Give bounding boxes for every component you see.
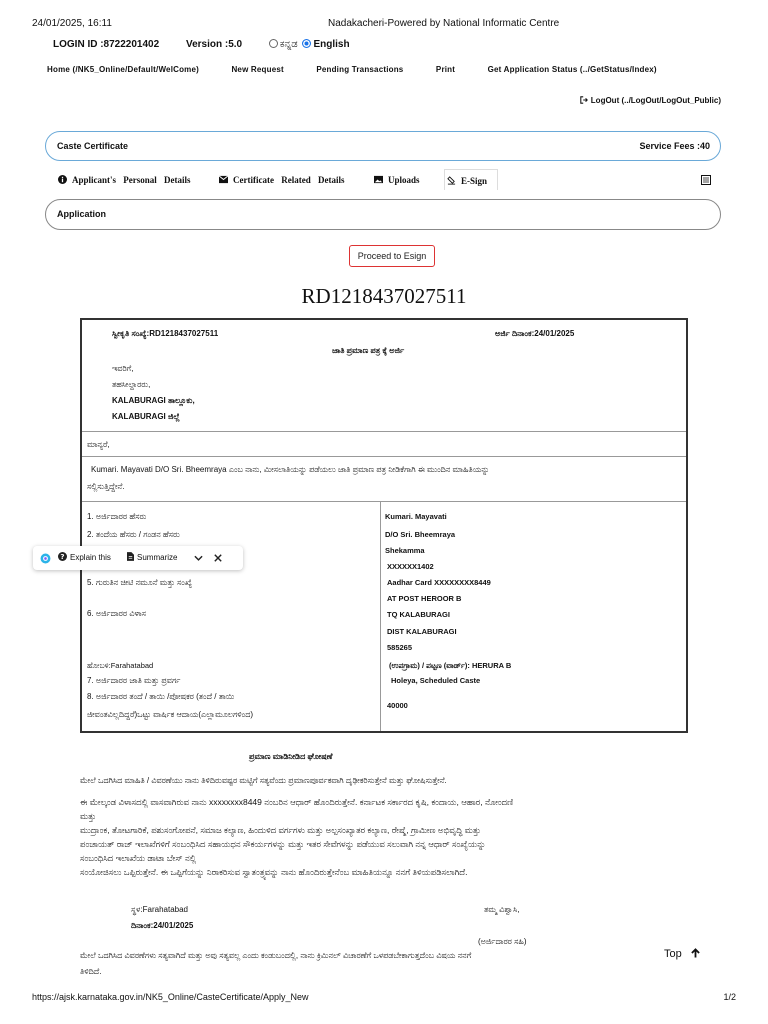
address-line-4: 585265 (387, 643, 413, 652)
arrow-up-icon (691, 948, 700, 958)
address-label: 6. ಅರ್ಜಿದಾರರ ವಿಳಾಸ (87, 609, 146, 618)
envelope-icon (219, 175, 228, 184)
to-line-1: ಇವರಿಗೆ, (112, 364, 134, 373)
explain-label: Explain this (70, 553, 111, 562)
tab-esign-label: E-Sign (461, 176, 488, 186)
summarize-label: Summarize (137, 553, 178, 562)
field-value-2: D/O Sri. Bheemraya (385, 530, 456, 539)
login-id: LOGIN ID :8722201402 (53, 39, 160, 50)
declaration-heading: ಪ್ರಮಾಣ ಮಾಡಿನೀಡಿದ ಘೋಷಣೆ (249, 752, 333, 761)
nav-new-request-link[interactable]: New Request (231, 65, 284, 74)
back-to-top-link[interactable] (664, 948, 700, 960)
language-english-option[interactable] (302, 39, 349, 50)
declaration-para-line: ಮುದ್ರಾಂಕ, ತೋಟಗಾರಿಕೆ, ಪಶುಸಂಗೋಪನೆ, ಸಮಾಜ ಕಲ್ಯಾಣ, ಹಿಂದುಳಿದ ವರ್ಗಗಳು ಮತ್ತು ಅಲ್ಪಸಂಖ್ಯಾತರ ಕಲ್ಯಾಣ, ರೇಷ್ಮೆ, ಗ್ರಾಮೀಣ ಅಭಿವೃದ್ಧಿ ಮತ್ತು (80, 825, 481, 835)
nav-home-link[interactable]: Home (/NK5_Online/Default/WelCome) (47, 65, 200, 74)
version-label: Version :5.0 (185, 39, 243, 50)
question-icon (58, 552, 67, 561)
tab-applicant-details[interactable] (58, 175, 191, 185)
reference-number: RD1218437027511 (301, 284, 467, 308)
proceed-to-esign-button[interactable]: Proceed to Esign (349, 245, 435, 267)
declaration-para-line: ಸಂಯೋಜಿಸಲು ಒಪ್ಪಿರುತ್ತೇನೆ. ಈ ಒಪ್ಪಿಗೆಯನ್ನು ನಿರಾಕರಿಸುವ ಸ್ವಾತಂತ್ರ್ಯವನ್ನು ನಾನು ಹೊಂದಿರುತ್ತೇನೆಂಬ ಮಾಹಿತಿಯನ್ನೂ ನನಗೆ ತಿಳಿಯಪಡಿಸಲಾಗಿದೆ. (80, 867, 468, 877)
tab-certificate-label: Certificate Related Details (233, 175, 345, 185)
login-info-row (53, 39, 350, 50)
logout-icon (580, 96, 588, 104)
lang-kannada-label: ಕನ್ನಡ (279, 39, 298, 50)
declaration-line-1: ಮೇಲೆ ಒದಗಿಸಿದ ಮಾಹಿತಿ / ವಿವರಣೆಯು ನಾನು ತಿಳಿದಿರುವಷ್ಟರ ಮಟ್ಟಿಗೆ ಸತ್ಯವೆಂದು ಪ್ರಮಾಣಪೂರ್ವಕವಾಗಿ ದೃಢೀಕರಿಸುತ್ತೇನೆ ಮತ್ತು ಘೋಷಿಸುತ್ತೇನೆ. (80, 776, 447, 785)
caste-label: 7. ಅರ್ಜಿದಾರರ ಜಾತಿ ಮತ್ತು ಪ್ರವರ್ಗ (87, 676, 181, 685)
ack-number: ಸ್ವೀಕೃತಿ ಸಂಖ್ಯೆ:RD1218437027511 (112, 329, 219, 338)
print-header (32, 18, 736, 30)
signature-icon (447, 176, 456, 185)
declaration-date: ದಿನಾಂಕ:24/01/2025 (131, 921, 194, 930)
footer-url: https://ajsk.karnataka.gov.in/NK5_Online/CasteCertificate/Apply_New (32, 992, 309, 1002)
to-line-2: ತಹಸೀಲ್ದಾರರು, (112, 380, 151, 389)
declaration-final-line-1: ಮೇಲೆ ಒದಗಿಸಿದ ವಿವರಣೆಗಳು ಸತ್ಯವಾಗಿದೆ ಮತ್ತು ಅವು ಸತ್ಯವಲ್ಲ ಎಂದು ಕಂಡುಬಂದಲ್ಲಿ, ನಾನು ಕ್ರಿಮಿನಲ್ ವಿಚಾರಣೆಗೆ ಒಳಪಡಬೇಕಾಗುತ್ತದೆಂಬ ವಿಷಯ ನನಗೆ (80, 951, 472, 960)
language-kannada-option[interactable] (269, 39, 301, 50)
lang-english-label: English (313, 39, 350, 50)
application-document (80, 318, 688, 733)
field-label-5: 5. ಗುರುತಿನ ಚೀಟಿ ನಮೂನೆ ಮತ್ತು ಸಂಖ್ಯೆ (87, 578, 193, 587)
address-line-1: AT POST HEROOR B (387, 594, 462, 603)
field-value-1: Kumari. Mayavati (385, 512, 447, 521)
main-nav (47, 65, 687, 74)
radio-english[interactable] (302, 39, 311, 48)
top-label: Top (664, 948, 682, 960)
info-icon (58, 175, 67, 184)
income-label-2: ಜೀವಂತವಿಲ್ಲದಿದ್ದರೆ)ಒಟ್ಟು ವಾರ್ಷಿಕ ಆದಾಯ(ಎಲ್ಲಾಮೂಲಗಳಿಂದ) (87, 710, 254, 719)
tab-uploads-label: Uploads (388, 175, 420, 185)
tab-uploads[interactable] (374, 175, 420, 185)
image-icon (374, 175, 383, 184)
list-icon[interactable] (701, 175, 711, 185)
declaration-para-line: ಈ ಮೇಲ್ಕಂಡ ವಿಳಾಸದಲ್ಲಿ ವಾಸವಾಗಿರುವ ನಾನು xxxxxxxx8449 ನಂಬರಿನ ಆಧಾರ್ ಹೊಂದಿರುತ್ತೇನೆ. ಕರ್ನಾಟಕ ಸರ್ಕಾರದ ಕೃಷಿ, ಕಂದಾಯ, ಆಹಾರ, ನೋಂದಣಿ (80, 797, 514, 807)
summarize-button[interactable] (127, 552, 177, 562)
income-label-1: 8. ಅರ್ಜಿದಾರರ ತಂದೆ / ತಾಯಿ /ಪೋಷಕರ (ತಂದೆ / ತಾಯಿ (87, 692, 235, 701)
nav-status-link[interactable]: Get Application Status (../GetStatus/Index) (487, 65, 657, 74)
service-header (45, 131, 721, 161)
application-label: Application (57, 209, 106, 219)
tab-certificate-details[interactable] (219, 175, 344, 185)
nav-print-link[interactable]: Print (435, 65, 456, 74)
income-value: 40000 (387, 701, 408, 710)
caste-value: Holeya, Scheduled Caste (391, 676, 481, 685)
svg-text:?: ? (60, 552, 65, 561)
declaration-final-line-2: ತಿಳಿದಿದೆ. (80, 967, 102, 976)
print-datetime: 24/01/2025, 16:11 (32, 18, 112, 29)
chevron-down-icon[interactable] (194, 555, 203, 562)
document-icon (127, 552, 134, 561)
logout-link[interactable] (580, 96, 721, 105)
declaration-signature: (ಅರ್ಜಿದಾರರ ಸಹಿ) (478, 937, 527, 946)
logout-label: LogOut (../LogOut/LogOut_Public) (590, 96, 721, 105)
declaration-para-line: ಸಂಬಂಧಿಸಿದ ಇಲಾಖೆಯ ಡಾಟಾ ಬೇಸ್ ನಲ್ಲಿ (80, 853, 197, 863)
explain-button[interactable] (58, 552, 111, 562)
close-icon[interactable] (214, 554, 222, 562)
tab-esign[interactable] (444, 169, 498, 190)
to-line-3: KALABURAGI ತಾಲ್ಲೂಕು, (112, 396, 195, 405)
print-title: Nadakacheri-Powered by National Informatic Centre (328, 18, 560, 29)
radio-kannada[interactable] (269, 39, 278, 48)
field-label-2: 2. ತಂದೆಯ ಹೆಸರು / ಗಂಡನ ಹೆಸರು (87, 530, 180, 539)
to-line-4: KALABURAGI ಜಿಲ್ಲೆ (112, 412, 180, 421)
field-value-4: XXXXXX1402 (387, 562, 434, 571)
declaration-place: ಸ್ಥಳ:Farahatabad (131, 905, 188, 914)
field-value-5: Aadhar Card XXXXXXXX8449 (387, 578, 491, 587)
hobli: ಹೋಬಳಿ:Farahatabad (87, 661, 154, 670)
document-heading: ಜಾತಿ ಪ್ರಮಾಣ ಪತ್ರ ಕ್ಕೆ ಅರ್ಜಿ (332, 346, 405, 355)
service-name: Caste Certificate (57, 141, 129, 151)
application-section[interactable] (45, 199, 721, 230)
application-date: ಅರ್ಜಿ ದಿನಾಂಕ:24/01/2025 (495, 329, 575, 338)
declaration-yours: ತಮ್ಮ ವಿಶ್ವಾಸಿ, (484, 905, 520, 914)
declaration-para-line: ಮತ್ತು (80, 811, 97, 821)
declaration-para-line: ಪಂಚಾಯತ್ ರಾಜ್ ಇಲಾಖೆಗಳಿಗೆ ಸಂಬಂಧಿಸಿದ ಸಹಾಯಧನ ಸೌಕರ್ಯಗಳನ್ನು ಮತ್ತು ಇತರ ಸೇವೆಗಳನ್ನು ಪಡೆಯುವ ಸಲುವಾಗಿ ನನ್ನ ಆಧಾರ್ ಸಂಖ್ಯೆಯನ್ನು (80, 839, 486, 849)
ai-toolbar (33, 546, 243, 570)
field-value-3: Shekamma (385, 546, 425, 555)
assistant-icon[interactable] (40, 553, 51, 564)
declaration-paragraph (80, 793, 690, 881)
intro-line-2: ಸಲ್ಲಿಸುತ್ತಿದ್ದೇನೆ. (87, 482, 125, 491)
tab-applicant-label: Applicant's Personal Details (72, 175, 191, 185)
ward: (ಉಪಗ್ರಾಮ) / ಪಟ್ಟಣ (ವಾರ್ಡ್): HERURA B (389, 661, 512, 670)
intro-line-1: Kumari. Mayavati D/O Sri. Bheemraya ಎಂಬ ನಾನು, ಮೀಸಲಾತಿಯನ್ನು ಪಡೆಯಲು ಜಾತಿ ಪ್ರಮಾಣ ಪತ್ರ ನೀಡಿಕೆಗಾಗಿ ಈ ಮುಂದಿನ ಮಾಹಿತಿಯನ್ನು (91, 465, 490, 474)
footer-page: 1/2 (723, 992, 736, 1002)
service-fees: Service Fees :40 (639, 141, 710, 151)
address-line-3: DIST KALABURAGI (387, 627, 457, 636)
address-line-2: TQ KALABURAGI (387, 610, 450, 619)
field-label-1: 1. ಅರ್ಜಿದಾರರ ಹೆಸರು (87, 512, 147, 521)
salutation: ಮಾನ್ಯರೆ, (87, 440, 110, 449)
nav-pending-link[interactable]: Pending Transactions (316, 65, 404, 74)
